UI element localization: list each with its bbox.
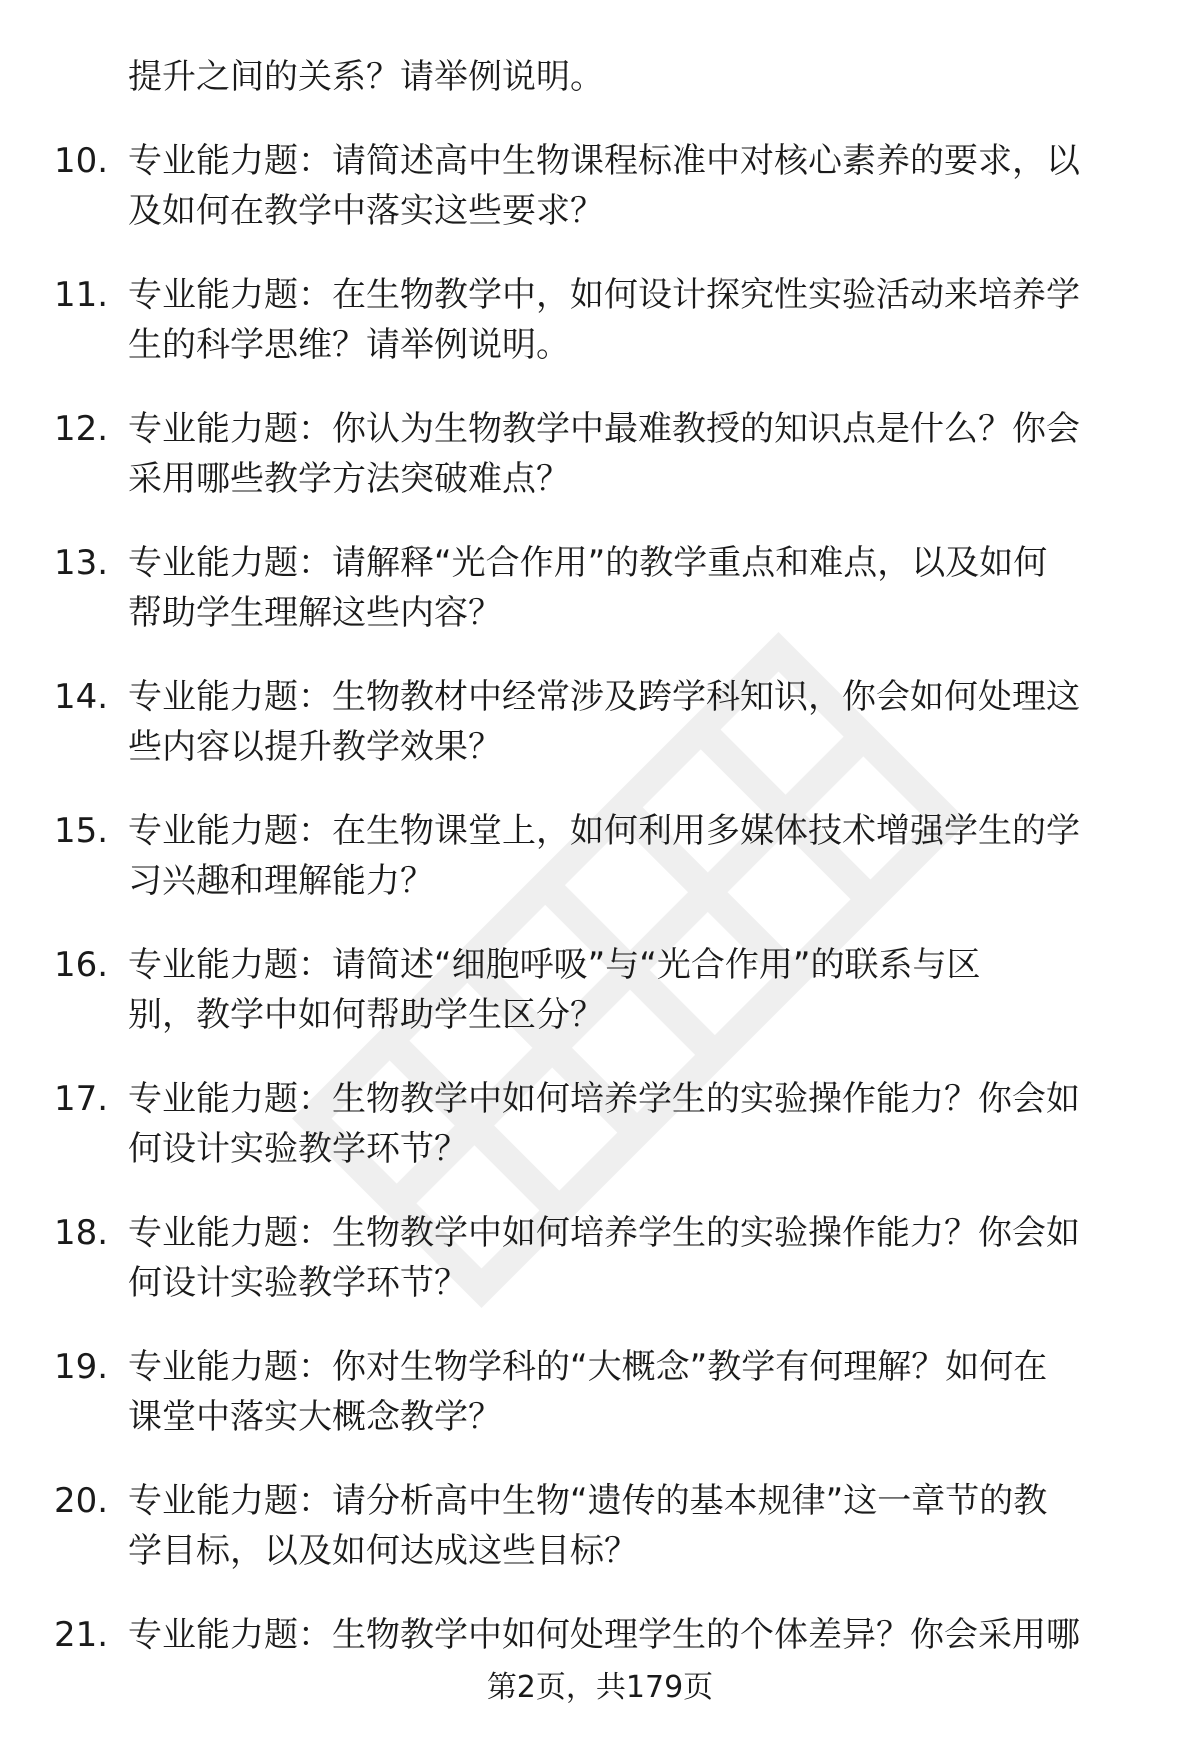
- question-text: [128, 136, 1138, 236]
- question-number: 13.: [54, 543, 109, 583]
- question-text-line: 别，教学中如何帮助学生区分？: [128, 995, 604, 1035]
- question-item: [0, 1610, 1200, 1660]
- question-text-line: 专业能力题：在生物课堂上，如何利用多媒体技术增强学生的学: [128, 811, 1080, 851]
- question-list: [0, 52, 1200, 1660]
- question-text-line: 何设计实验教学环节？: [128, 1129, 468, 1169]
- page-number: 第2页，共179页: [486, 1670, 714, 1705]
- question-text-line: 及如何在教学中落实这些要求？: [128, 191, 604, 231]
- question-text-line: 专业能力题：生物教学中如何处理学生的个体差异？你会采用哪: [128, 1615, 1080, 1655]
- question-item: [0, 404, 1200, 504]
- question-text-line: 课堂中落实大概念教学？: [128, 1397, 502, 1437]
- question-text-line: 些内容以提升教学效果？: [128, 727, 502, 767]
- question-text-line: 专业能力题：生物教材中经常涉及跨学科知识，你会如何处理这: [128, 677, 1080, 717]
- items-container: [0, 136, 1200, 1660]
- question-text: [128, 538, 1138, 638]
- question-item: [0, 806, 1200, 906]
- question-number: 20.: [54, 1481, 109, 1521]
- question-number: 12.: [54, 409, 109, 449]
- question-text: [128, 1610, 1138, 1660]
- question-item: [0, 136, 1200, 236]
- question-text-line: 专业能力题：请解释“光合作用”的教学重点和难点，以及如何: [128, 543, 1048, 583]
- question-text-line: 专业能力题：你认为生物教学中最难教授的知识点是什么？你会: [128, 409, 1080, 449]
- continued-text: 提升之间的关系？请举例说明。: [128, 57, 604, 97]
- question-text-line: 专业能力题：在生物教学中，如何设计探究性实验活动来培养学: [128, 275, 1080, 315]
- question-number: 21.: [54, 1615, 109, 1655]
- question-text-line: 专业能力题：你对生物学科的“大概念”教学有何理解？如何在: [128, 1347, 1048, 1387]
- question-text-line: 习兴趣和理解能力？: [128, 861, 434, 901]
- question-number: 10.: [54, 141, 109, 181]
- question-number: 18.: [54, 1213, 109, 1253]
- question-text-line: 帮助学生理解这些内容？: [128, 593, 502, 633]
- question-text-line: 何设计实验教学环节？: [128, 1263, 468, 1303]
- question-item: [0, 1208, 1200, 1308]
- question-text-line: 专业能力题：请简述“细胞呼吸”与“光合作用”的联系与区: [128, 945, 981, 985]
- question-item: [0, 1074, 1200, 1174]
- question-item: [0, 672, 1200, 772]
- question-text: [128, 672, 1138, 772]
- question-text: [128, 1342, 1138, 1442]
- question-text: [128, 806, 1138, 906]
- question-text-line: 专业能力题：请分析高中生物“遗传的基本规律”这一章节的教: [128, 1481, 1048, 1521]
- question-text: [128, 1074, 1138, 1174]
- question-text: [128, 940, 1138, 1040]
- question-item: [0, 1476, 1200, 1576]
- question-number: 17.: [54, 1079, 109, 1119]
- question-number: 15.: [54, 811, 109, 851]
- question-text-line: 生的科学思维？请举例说明。: [128, 325, 570, 365]
- question-item: [0, 538, 1200, 638]
- question-item: [0, 940, 1200, 1040]
- question-text: [128, 404, 1138, 504]
- question-number: 11.: [54, 275, 109, 315]
- question-text-line: 专业能力题：请简述高中生物课程标准中对核心素养的要求，以: [128, 141, 1080, 181]
- question-text-line: 专业能力题：生物教学中如何培养学生的实验操作能力？你会如: [128, 1079, 1080, 1119]
- question-number: 14.: [54, 677, 109, 717]
- question-item: [0, 270, 1200, 370]
- question-number: 19.: [54, 1347, 109, 1387]
- question-text-line: 采用哪些教学方法突破难点？: [128, 459, 570, 499]
- question-text: [128, 1208, 1138, 1308]
- question-number: 16.: [54, 945, 109, 985]
- question-text-line: 专业能力题：生物教学中如何培养学生的实验操作能力？你会如: [128, 1213, 1080, 1253]
- question-text-line: 学目标，以及如何达成这些目标？: [128, 1531, 638, 1571]
- question-item: [0, 1342, 1200, 1442]
- question-text: [128, 1476, 1138, 1576]
- question-text: [128, 270, 1138, 370]
